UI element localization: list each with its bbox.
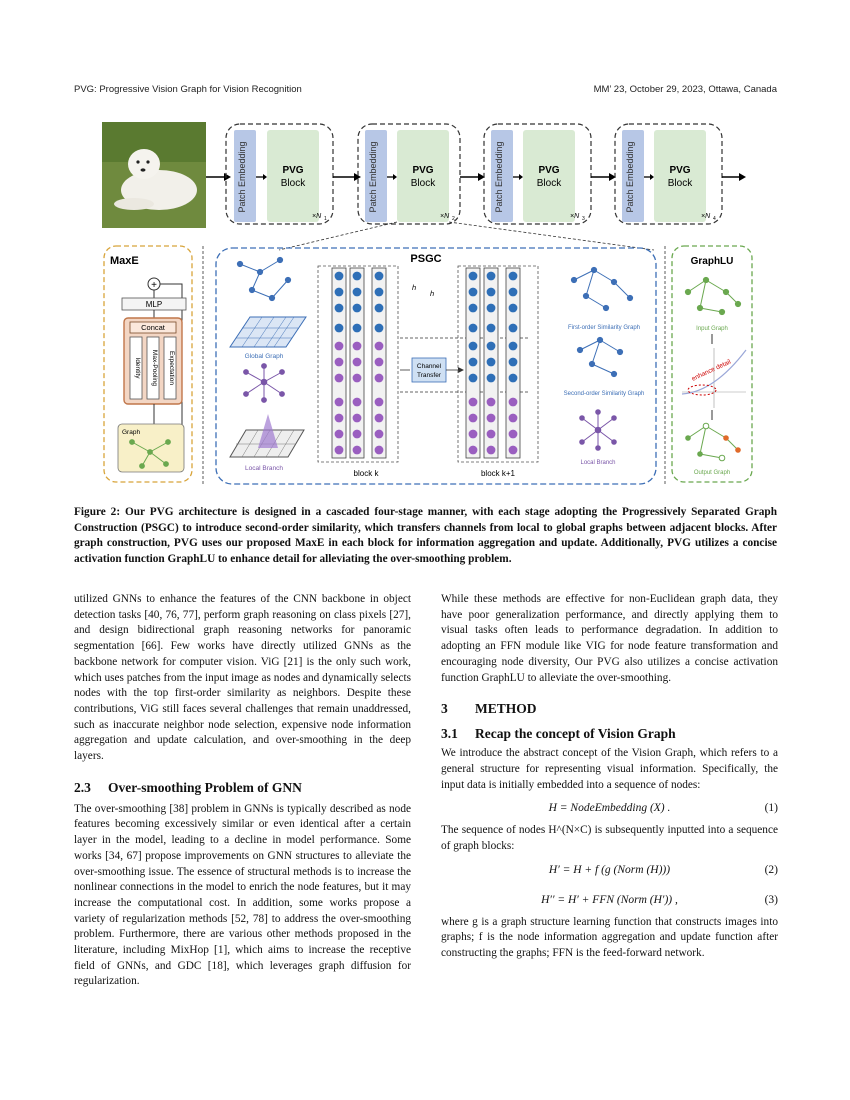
stage-sub-2: 2: [452, 216, 455, 222]
equation-2-number: (2): [764, 863, 778, 876]
section-2-3-heading: [74, 779, 411, 796]
maxe-identity: Identity: [134, 357, 141, 379]
figure-caption: Figure 2: Our PVG architecture is designed in a cascaded four-stage manner, with each stage adopting the Progressively Separated Graph Construction (PSGC) to introduce second-order similarity, which transfers channels from local to global graphs between adjacent blocks. After graph construction, PVG uses our proposed MaxE in each block for information aggregation and update. Additionally, PVG utilizes a concise activation function GraphLU to enhance detail for alleviating the over-smoothing problem.: [74, 506, 777, 566]
psgc-title: PSGC: [410, 253, 442, 265]
graphlu-panel: [672, 246, 752, 482]
running-header: [74, 84, 777, 98]
h-k-label: h: [412, 283, 417, 292]
block-label-1: Block: [280, 178, 306, 189]
graphlu-title: GraphLU: [690, 256, 734, 267]
patch-embedding-label-4: Patch Embedding: [625, 141, 635, 213]
header-title: PVG: Progressive Vision Graph for Vision Recognition: [74, 84, 302, 95]
stage-sub-4: 4: [713, 216, 716, 222]
right-para-3: The sequence of nodes H^(N×C) is subsequently inputted into a sequence of graph blocks:: [441, 824, 778, 853]
stage-sub-3: 3: [582, 216, 585, 222]
right-para-1: While these methods are effective for non-Euclidean graph data, they have poor generalization performance, and directly applying them to visual tasks often leads to performance degradation. In addition to adopting an FFN module like VIG for node feature transformation and encouraging node diversity, Our PVG also utilizes a concise activation function GraphLU to alleviate the over-smoothing.: [441, 593, 778, 684]
pvg-label-1: PVG: [282, 165, 304, 176]
patch-embedding-label-3: Patch Embedding: [494, 141, 504, 213]
channel-transfer-label-1: Channel: [416, 363, 442, 370]
section-3-title: METHOD: [475, 701, 537, 717]
stage-mult-4: ×N: [701, 213, 711, 220]
maxe-mlp: MLP: [145, 300, 163, 309]
stage-row: [206, 124, 746, 250]
maxe-panel: [104, 246, 192, 482]
equation-2-body: H′ = H + f (g (Norm (H))): [548, 863, 671, 876]
stage-mult-2: ×N: [440, 213, 450, 220]
architecture-figure: [74, 112, 777, 492]
patch-embedding-label-2: Patch Embedding: [368, 141, 378, 213]
psgc-panel: [216, 248, 656, 484]
maxe-concat: Concat: [141, 323, 165, 332]
block-k1-label: block k+1: [480, 469, 516, 478]
figure-svg: [74, 112, 777, 492]
local-branch-right-label: Local Branch: [580, 460, 616, 466]
left-column: [74, 592, 411, 990]
section-3-num: 3: [441, 701, 448, 717]
h-k1-label: h: [430, 289, 435, 298]
stage-mult-3: ×N: [570, 213, 580, 220]
section-3-heading: [441, 700, 778, 717]
pvg-label-4: PVG: [669, 165, 691, 176]
block-k1: [458, 266, 538, 478]
header-venue: MM’ 23, October 29, 2023, Ottawa, Canada: [593, 84, 777, 95]
equation-1-number: (1): [764, 802, 778, 815]
equation-2: [441, 855, 778, 885]
global-graph-label: Global Graph: [244, 353, 284, 360]
maxe-graph: Graph: [122, 429, 141, 436]
patch-embedding-label-1: Patch Embedding: [237, 141, 247, 213]
equation-3-body: H′′ = H′ + FFN (Norm (H′)) ,: [541, 893, 678, 906]
pvg-label-3: PVG: [538, 165, 560, 176]
block-label-4: Block: [667, 178, 693, 189]
block-k-label: block k: [353, 469, 379, 478]
input-graph-label: Input Graph: [696, 326, 728, 332]
left-para-1: utilized GNNs to enhance the features of the CNN backbone in object detection tasks [40, 76, 77], perform graph reasoning on class pixels [27], and design bidirectional graph reasoning networks for panoramic segmentation [66]. Few works have directly utilized GNNs as the backbone network for computer vision. ViG [21] is the only such work, which uses patches from the input image as nodes and dynamically selects nodes with the top first-order similarity as neighbors. Despite these contributions, ViG still faces several challenges that remain unaddressed, such as inaccurate neighbor node selection, expensive node information aggregation and update calculation, and over-smoothing in the deep layers.: [74, 593, 411, 763]
equation-3: [441, 885, 778, 915]
output-graph-label: Output Graph: [693, 470, 731, 476]
stage-sub-1: 1: [324, 216, 327, 222]
block-label-3: Block: [536, 178, 562, 189]
first-order-label: First-order Similarity Graph: [567, 325, 641, 331]
svg-text:+: +: [151, 280, 157, 291]
second-order-label: Second-order Similarity Graph: [563, 391, 645, 397]
pvg-label-2: PVG: [412, 165, 434, 176]
stage-mult-1: ×N: [312, 213, 322, 220]
section-2-3-title: Over-smoothing Problem of GNN: [108, 779, 302, 795]
left-para-2: The over-smoothing [38] problem in GNNs is typically described as node features becoming excessively similar or even identical after a certain layer in the model, leading to a decline in model performance. Some works [34, 67] propose improvements on GNN structures to alleviate the over-smoothing issue. The essence of structural methods is to increase the nonlinear connections in the model to enrich the node features, but it may increase the computational cost. In addition, some works propose a variety of regularization methods [52, 78] to address the over-smoothing problem. Furthermore, there are various other methods proposed in the literature, including MixHop [1], which aims to increase the receptive field of GNNs, and GDC [18], which leverages graph diffusion for regularization.: [74, 802, 411, 988]
block-label-2: Block: [410, 178, 436, 189]
right-para-4: where g is a graph structure learning function that constructs images into graphs; f is the node information aggregation and update function after constructing the graphs; FFN is the feed-forward network.: [441, 915, 778, 960]
right-para-2: We introduce the abstract concept of the Vision Graph, which refers to a general structure for representing visual information. Specifically, the input data is initially embedded into a sequence of nodes:: [441, 747, 778, 791]
equation-3-number: (3): [764, 893, 778, 906]
local-branch-label: Local Branch: [245, 465, 283, 472]
maxe-expectation: Expectation: [168, 351, 175, 385]
maxe-title: MaxE: [110, 255, 139, 267]
dog-photo: [102, 122, 206, 228]
channel-transfer-label-2: Transfer: [417, 372, 441, 379]
equation-1: [441, 793, 778, 823]
maxe-max-pooling: Max-Pooling: [151, 349, 158, 387]
enhance-detail-label: enhance detail: [690, 358, 733, 383]
equation-1-body: H = NodeEmbedding (X) .: [548, 802, 671, 815]
section-3-1-title: Recap the concept of Vision Graph: [475, 726, 676, 742]
right-column: [441, 592, 778, 962]
section-3-1-num: 3.1: [441, 726, 458, 742]
section-2-3-num: 2.3: [74, 779, 91, 795]
block-k: [318, 266, 398, 478]
section-3-1-heading: [441, 725, 778, 742]
